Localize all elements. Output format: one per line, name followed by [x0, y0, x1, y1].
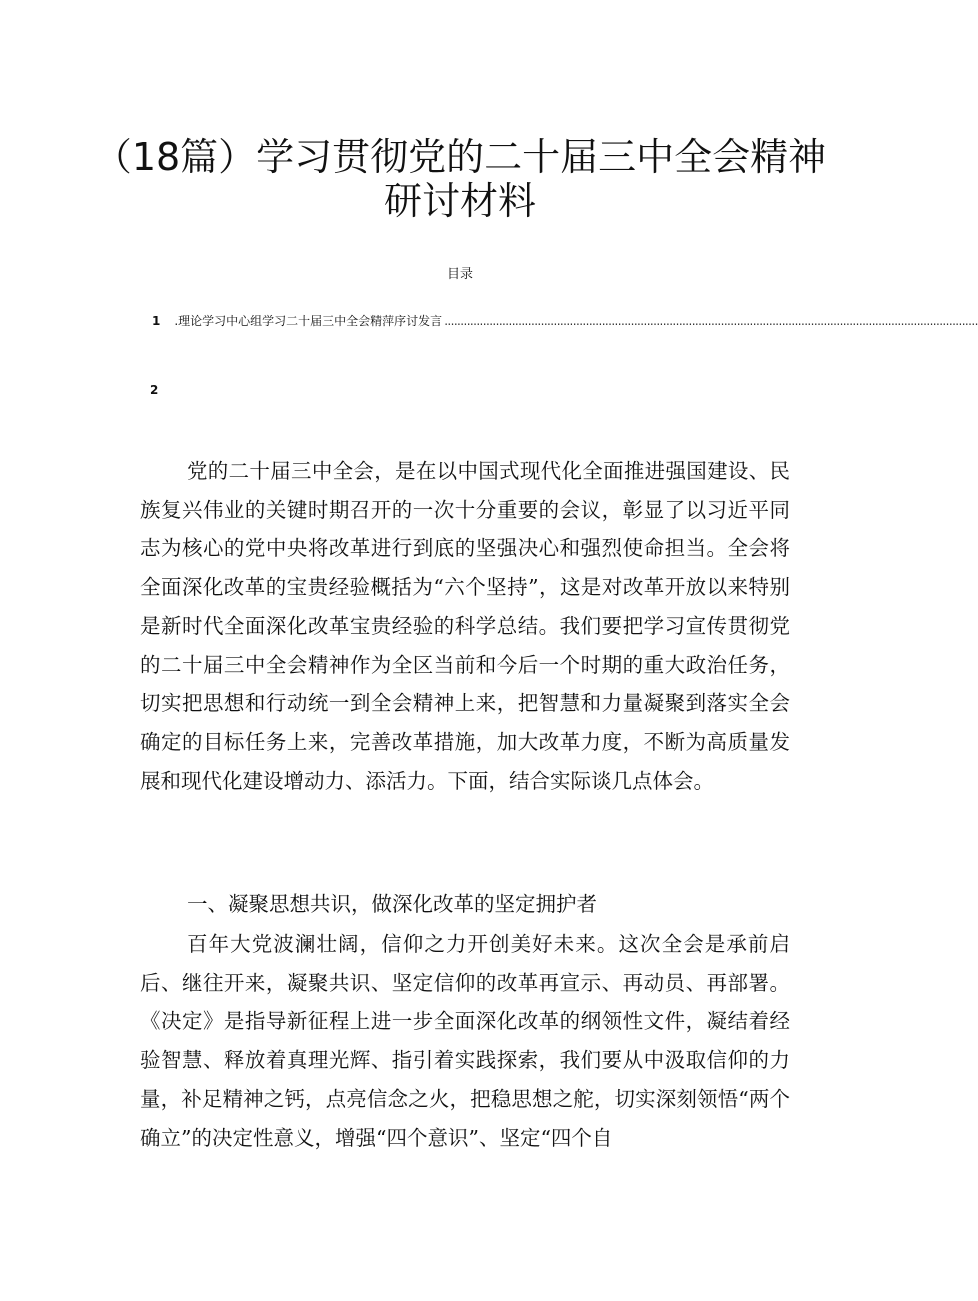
body-paragraph: 百年大党波澜壮阔，信仰之力开创美好未来。这次全会是承前启后、继往开来，凝聚共识、坚定信仰的改革再宣示、再动员、再部署。《决定》是指导新征程上进一步全面深化改革的纲领性文件，凝结着经验智慧、释放着真理光辉、指引着实践探索，我们要从中汲取信仰的力量，补足精神之钙，点亮信念之火，把稳思想之舵，切实深刻领悟“两个确立”的决定性意义，增强“四个意识”、坚定“四个自: [140, 932, 790, 1150]
toc-entry[interactable]: [152, 312, 978, 329]
toc-entry-page-number: 2: [150, 383, 159, 397]
section-heading: 一、凝聚思想共识，做深化改革的坚定拥护者: [187, 892, 597, 916]
body-paragraph: 党的二十届三中全会，是在以中国式现代化全面推进强国建设、民族复兴伟业的关键时期召开的一次十分重要的会议，彰显了以习近平同志为核心的党中央将改革进行到底的坚强决心和强烈使命担当。全会将全面深化改革的宝贵经验概括为“六个坚持”，这是对改革开放以来特别是新时代全面深化改革宝贵经验的科学总结。我们要把学习宣传贯彻党的二十届三中全会精神作为全区当前和今后一个时期的重大政治任务，切实把思想和行动统一到全会精神上来，把智慧和力量凝聚到落实全会确定的目标任务上来，完善改革措施，加大改革力度，不断为高质量发展和现代化建设增动力、添活力。下面，结合实际谈几点体会。: [140, 459, 790, 793]
toc-entry-text[interactable]: .理论学习中心组学习二十届三中全会精萍序讨发言: [174, 314, 443, 328]
document-title-line-1: （18篇）学习贯彻党的二十届三中全会精神: [93, 135, 827, 179]
toc-entry-number: 1: [152, 314, 161, 328]
toc-entry-leader-dots: ......................................................................................................................................................................: [444, 314, 978, 328]
document-title-line-2: 研讨材料: [383, 179, 536, 223]
toc-heading: 目录: [446, 267, 473, 282]
